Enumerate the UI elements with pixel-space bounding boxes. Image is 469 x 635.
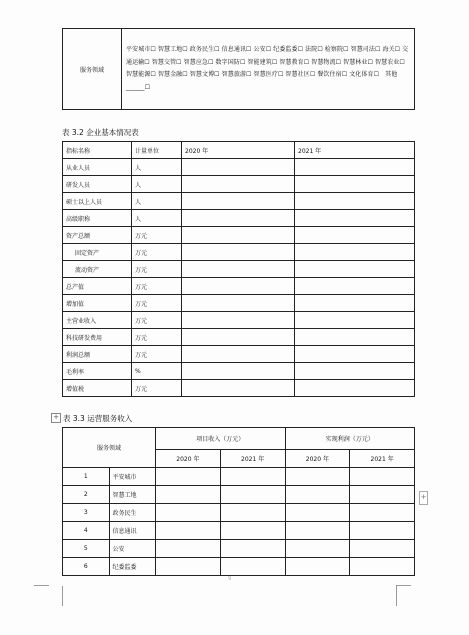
revenue-value-cell[interactable] [156, 540, 221, 558]
unit-cell: 万元 [132, 295, 182, 312]
header-year: 2021 年 [350, 450, 415, 468]
value-2021-cell[interactable] [295, 380, 415, 397]
indicator-name: 流动资产 [63, 261, 132, 278]
service-area-label: 服务领域 [63, 29, 122, 110]
revenue-value-cell[interactable] [285, 468, 350, 486]
value-2020-cell[interactable] [182, 159, 295, 176]
header-project-income: 项目收入（万元） [156, 428, 286, 450]
value-2020-cell[interactable] [182, 244, 295, 261]
revenue-value-cell[interactable] [220, 468, 285, 486]
revenue-value-cell[interactable] [156, 522, 221, 540]
revenue-value-cell[interactable] [350, 522, 415, 540]
value-2020-cell[interactable] [182, 346, 295, 363]
revenue-value-cell[interactable] [220, 540, 285, 558]
table-3-3-caption: 表 3.3 运营服务收入 [63, 414, 133, 423]
table-row [63, 468, 415, 486]
table-row [63, 346, 415, 363]
value-2021-cell[interactable] [295, 159, 415, 176]
row-number: 6 [63, 558, 110, 576]
service-area-name: 智慧工地 [109, 486, 156, 504]
value-2020-cell[interactable] [182, 210, 295, 227]
revenue-value-cell[interactable] [350, 468, 415, 486]
indicator-name: 利润总额 [63, 346, 132, 363]
value-2020-cell[interactable] [182, 261, 295, 278]
revenue-value-cell[interactable] [350, 486, 415, 504]
revenue-value-cell[interactable] [156, 504, 221, 522]
row-number: 2 [63, 486, 110, 504]
value-2021-cell[interactable] [295, 346, 415, 363]
service-area-options[interactable]: 平安城市☐ 智慧工地☐ 政务民生☐ 信息通讯☐ 公安☐ 纪委监委☐ 法院☐ 检察院☐ 智慧司法☐ 海关☐ 交通运输☐ 智慧交管☐ 智慧应急☐ 数字国防☐ 智能建筑☐ 智慧教育☐ 智慧物流☐ 智慧林业☐ 智慧农业☐ 智慧能源☐ 智慧金融☐ 智慧文博☐ 智慧旅游☐ 智慧医疗☐ 智慧社区☐ 餐饮住宿☐ 文化体育☐ 其他______☐ [122, 29, 415, 110]
revenue-value-cell[interactable] [156, 486, 221, 504]
value-2020-cell[interactable] [182, 193, 295, 210]
header-year: 2020 年 [285, 450, 350, 468]
indicator-name: 高级职称 [63, 210, 132, 227]
table-row [63, 363, 415, 380]
revenue-value-cell[interactable] [156, 558, 221, 576]
revenue-value-cell[interactable] [285, 504, 350, 522]
table-row [63, 295, 415, 312]
value-2021-cell[interactable] [295, 227, 415, 244]
value-2020-cell[interactable] [182, 176, 295, 193]
revenue-value-cell[interactable] [220, 486, 285, 504]
service-area-name: 公安 [109, 540, 156, 558]
value-2020-cell[interactable] [182, 363, 295, 380]
unit-cell: 万元 [132, 261, 182, 278]
row-number: 1 [63, 468, 110, 486]
indicator-name: 从业人员 [63, 159, 132, 176]
value-2021-cell[interactable] [295, 244, 415, 261]
header-2021: 2021 年 [295, 142, 415, 159]
table-row [63, 244, 415, 261]
revenue-value-cell[interactable] [285, 558, 350, 576]
service-area-name: 信息通讯 [109, 522, 156, 540]
table-row [63, 159, 415, 176]
revenue-value-cell[interactable] [285, 522, 350, 540]
page-number: 9 [228, 576, 232, 582]
header-profit: 实现利润（万元） [285, 428, 415, 450]
service-area-name: 政务民生 [109, 504, 156, 522]
row-number: 5 [63, 540, 110, 558]
indicator-name: 毛利率 [63, 363, 132, 380]
header-service-area: 服务领域 [63, 428, 156, 468]
unit-cell: 万元 [132, 329, 182, 346]
revenue-value-cell[interactable] [350, 504, 415, 522]
table-row [63, 486, 415, 504]
indicator-name: 固定资产 [63, 244, 132, 261]
table-row [63, 522, 415, 540]
value-2020-cell[interactable] [182, 227, 295, 244]
header-2020: 2020 年 [182, 142, 295, 159]
value-2020-cell[interactable] [182, 329, 295, 346]
value-2021-cell[interactable] [295, 363, 415, 380]
unit-cell: 人 [132, 210, 182, 227]
value-2021-cell[interactable] [295, 210, 415, 227]
table-row [63, 227, 415, 244]
value-2021-cell[interactable] [295, 295, 415, 312]
page-corner-mark [396, 586, 411, 606]
table-row [63, 278, 415, 295]
unit-cell: 万元 [132, 312, 182, 329]
revenue-value-cell[interactable] [220, 504, 285, 522]
value-2021-cell[interactable] [295, 193, 415, 210]
table-row [63, 210, 415, 227]
value-2020-cell[interactable] [182, 278, 295, 295]
value-2020-cell[interactable] [182, 380, 295, 397]
table-row [63, 558, 415, 576]
unit-cell: 万元 [132, 244, 182, 261]
page-corner-mark [48, 586, 63, 606]
value-2020-cell[interactable] [182, 312, 295, 329]
table-row [63, 261, 415, 278]
indicator-name: 增值税 [63, 380, 132, 397]
revenue-value-cell[interactable] [220, 522, 285, 540]
service-revenue-table [62, 427, 415, 576]
value-2021-cell[interactable] [295, 176, 415, 193]
value-2021-cell[interactable] [295, 312, 415, 329]
unit-cell: 万元 [132, 278, 182, 295]
indicator-name: 主营业收入 [63, 312, 132, 329]
table-row [63, 312, 415, 329]
revenue-value-cell[interactable] [285, 486, 350, 504]
row-number: 4 [63, 522, 110, 540]
service-area-table [62, 28, 415, 110]
table-row [63, 380, 415, 397]
revenue-value-cell[interactable] [156, 468, 221, 486]
header-indicator: 指标名称 [63, 142, 132, 159]
basic-info-table [62, 141, 415, 397]
unit-cell: 人 [132, 193, 182, 210]
table-row [63, 193, 415, 210]
value-2020-cell[interactable] [182, 295, 295, 312]
value-2021-cell[interactable] [295, 329, 415, 346]
service-area-name: 平安城市 [109, 468, 156, 486]
indicator-name: 科技研发费用 [63, 329, 132, 346]
table-header-row [63, 142, 415, 159]
indicator-name: 总产值 [63, 278, 132, 295]
unit-cell: % [132, 363, 182, 380]
indicator-name: 增加值 [63, 295, 132, 312]
unit-cell: 万元 [132, 346, 182, 363]
header-year: 2020 年 [156, 450, 221, 468]
table-row [63, 504, 415, 522]
table-header-row [63, 428, 415, 450]
revenue-value-cell[interactable] [350, 558, 415, 576]
unit-cell: 万元 [132, 380, 182, 397]
table-row [63, 176, 415, 193]
header-year: 2021 年 [220, 450, 285, 468]
service-area-name: 纪委监委 [109, 558, 156, 576]
row-number: 3 [63, 504, 110, 522]
table-row [63, 329, 415, 346]
unit-cell: 人 [132, 159, 182, 176]
table-row [63, 540, 415, 558]
revenue-value-cell[interactable] [220, 558, 285, 576]
value-2021-cell[interactable] [295, 278, 415, 295]
indicator-name: 资产总额 [63, 227, 132, 244]
page-corner-mark [34, 585, 49, 586]
unit-cell: 人 [132, 176, 182, 193]
table-3-2-caption: 表 3.2 企业基本情况表 [62, 128, 139, 137]
indicator-name: 研发人员 [63, 176, 132, 193]
revenue-value-cell[interactable] [350, 540, 415, 558]
header-unit: 计量单位 [132, 142, 182, 159]
table-move-handle-icon[interactable]: + [51, 413, 61, 423]
page-corner-mark [396, 585, 411, 586]
table-add-column-icon[interactable]: + [419, 491, 428, 505]
revenue-value-cell[interactable] [285, 540, 350, 558]
value-2021-cell[interactable] [295, 261, 415, 278]
indicator-name: 硕士以上人员 [63, 193, 132, 210]
unit-cell: 万元 [132, 227, 182, 244]
